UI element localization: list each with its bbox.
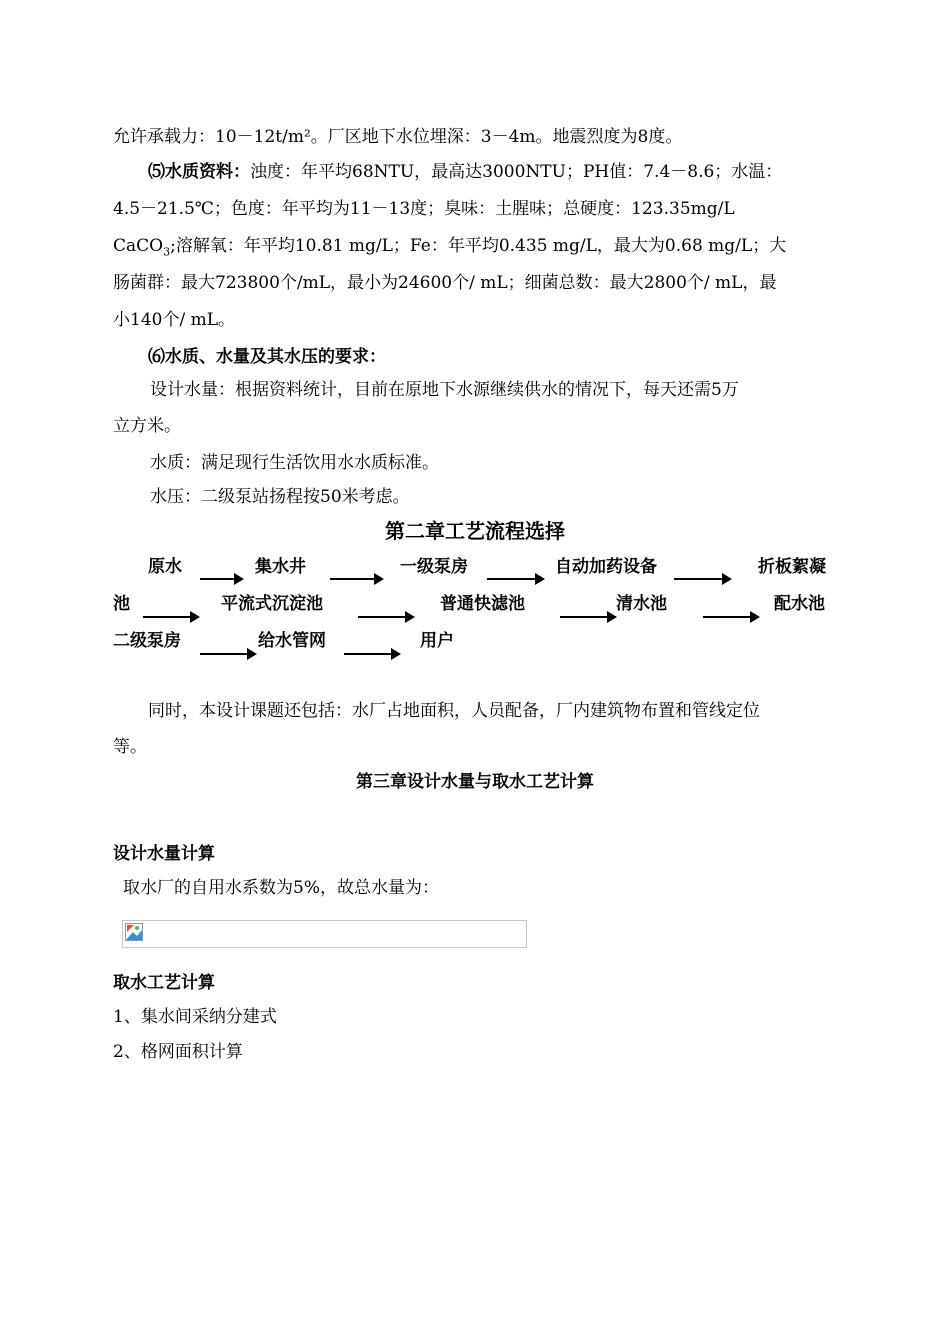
water-quality-line2: 4.5－21.5℃；色度：年平均为11－13度；臭味：土腥味；总硬度：123.35mg/L: [113, 199, 735, 219]
flow-arrow: [330, 578, 382, 580]
water-quality-line1: 浊度：年平均68NTU，最高达3000NTU；PH值：7.4－8.6；水温：: [250, 162, 783, 182]
flow-node-rapid-filter: 普通快滤池: [440, 594, 525, 614]
flow-node-second-pump-house: 二级泵房: [113, 631, 181, 651]
flow-node-users: 用户: [420, 631, 454, 651]
flow-arrow: [358, 616, 413, 618]
requirements-label: ⑹水质、水量及其水压的要求：: [148, 347, 386, 367]
intake-item-2: 2、格网面积计算: [113, 1042, 243, 1062]
water-quality-line3: [113, 235, 786, 263]
design-volume-heading: 设计水量计算: [113, 844, 215, 864]
design-volume-line2: 立方米。: [113, 416, 181, 436]
flow-arrow: [703, 616, 758, 618]
flow-node-first-pump-house: 一级泵房: [400, 557, 468, 577]
also-includes-line2: 等。: [113, 737, 147, 757]
intake-item-1: 1、集水间采纳分建式: [113, 1007, 277, 1027]
flow-arrow: [200, 578, 242, 580]
flow-arrow: [674, 578, 730, 580]
flow-node-raw-water: 原水: [148, 557, 182, 577]
flow-node-flocculation: 折板絮凝: [758, 557, 826, 577]
water-quality-line4: 肠菌群：最大723800个/mL，最小为24600个/ mL；细菌总数：最大2800个/ mL，最: [113, 273, 777, 293]
broken-image-icon: [125, 923, 143, 941]
intake-process-heading: 取水工艺计算: [113, 973, 215, 993]
flow-arrow: [143, 616, 198, 618]
formula-image: [122, 920, 527, 948]
water-quality-label: ⑸水质资料：: [148, 162, 250, 182]
water-quality-line3-rest: ;溶解氧：年平均10.81 mg/L；Fe：年平均0.435 mg/L，最大为0.68 mg/L；大: [170, 236, 787, 256]
chapter3-title: 第三章设计水量与取水工艺计算: [356, 772, 594, 792]
flow-arrow: [560, 616, 615, 618]
flow-node-clear-water-tank: 清水池: [616, 594, 667, 614]
flow-node-dosing-equipment: 自动加药设备: [555, 557, 657, 577]
also-includes-line1: 同时，本设计课题还包括：水厂占地面积，人员配备，厂内建筑物布置和管线定位: [148, 701, 760, 721]
water-quality-paragraph: [148, 161, 782, 183]
flow-node-water-supply-network: 给水管网: [258, 631, 326, 651]
caco3-subscript: 3: [163, 245, 171, 259]
flow-node-sedimentation-tank: 平流式沉淀池: [221, 594, 323, 614]
flow-arrow: [344, 653, 399, 655]
water-quality-line5: 小140个/ mL。: [113, 310, 235, 330]
flow-arrow: [487, 578, 543, 580]
caco3-text: CaCO: [113, 236, 164, 256]
design-volume-line1: 设计水量：根据资料统计，目前在原地下水源继续供水的情况下，每天还需5万: [150, 380, 739, 400]
flow-node-distribution-tank: 配水池: [774, 594, 825, 614]
chapter2-title: 第二章工艺流程选择: [385, 519, 565, 543]
flow-node-flocculation-tank: 池: [113, 594, 130, 614]
design-volume-text: 取水厂的自用水系数为5%，故总水量为：: [123, 878, 439, 898]
flow-arrow: [200, 653, 255, 655]
soil-bearing-text: 允许承载力：10－12t/m²。厂区地下水位埋深：3－4m。地震烈度为8度。: [113, 127, 683, 147]
water-quality-requirement: 水质：满足现行生活饮用水水质标准。: [150, 453, 439, 473]
flow-node-collection-well: 集水井: [255, 557, 306, 577]
water-pressure-requirement: 水压：二级泵站扬程按50米考虑。: [150, 487, 410, 507]
